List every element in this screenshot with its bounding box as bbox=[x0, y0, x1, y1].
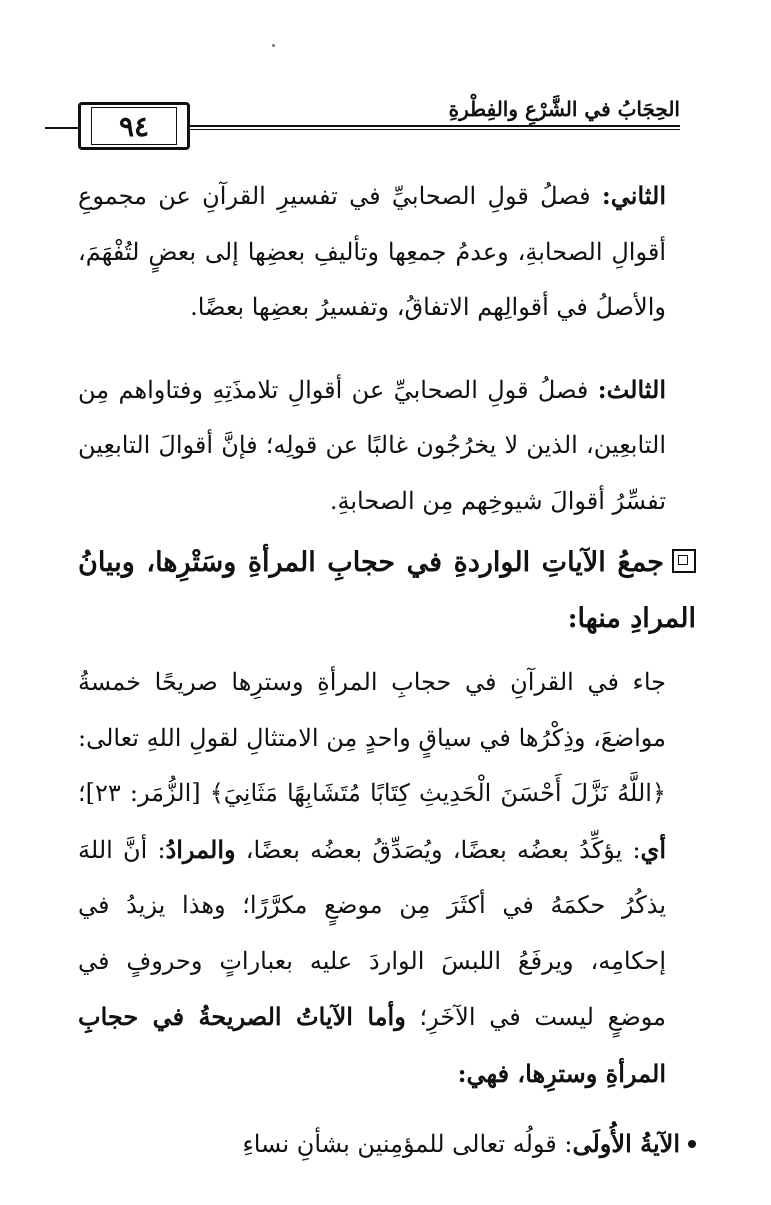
term-ai: أي bbox=[640, 834, 666, 864]
term-murad: والمرادُ bbox=[165, 834, 236, 864]
ornament-icon bbox=[672, 549, 696, 573]
paragraph-verses bbox=[78, 655, 696, 1102]
section-heading-text: جمعُ الآياتِ الواردةِ في حجابِ المرأةِ وسَتْرِها، وبيانُ المرادِ منها: bbox=[78, 547, 696, 634]
paragraph-text: : أنَّ اللهَ يذكُرُ حكمَهُ في أكثَرَ مِن موضعٍ مكرَّرًا؛ وهذا يزيدُ في إحكامِه، ويرفَعُ اللبسَ الواردَ عليه بعباراتٍ وحروفٍ في موضعٍ ليست في الآخَرِ؛ bbox=[78, 835, 666, 1031]
paragraph-lead: الثالث: bbox=[597, 374, 666, 404]
paragraph-first-verse bbox=[78, 1116, 696, 1173]
paragraph-lead: الآيةُ الأُولَى bbox=[572, 1129, 680, 1158]
page-body bbox=[78, 168, 696, 1173]
paragraph-text: جاء في القرآنِ في حجابِ المرأةِ وسترِها صريحًا خمسةُ مواضعَ، وذِكْرُها في سياقٍ واحدٍ مِن الامتثالِ لقولِ اللهِ تعالى: ﴿اللَّهُ نَزَّلَ أَحْسَنَ الْحَدِيثِ كِتَابًا مُتَشَابِهًا مَثَانِيَ﴾ [الزُّمَر: ٢٣]؛ bbox=[78, 668, 666, 807]
section-heading bbox=[78, 535, 696, 647]
paragraph-lead: الثاني: bbox=[601, 181, 666, 210]
paragraph-gap bbox=[78, 336, 696, 362]
printer-mark bbox=[272, 44, 275, 47]
paragraph-second bbox=[78, 168, 696, 336]
paragraph-third bbox=[78, 362, 696, 530]
paragraph-text: : قولُه تعالى للمؤمِنين بشأنِ نساءِ bbox=[242, 1130, 573, 1158]
page-header bbox=[80, 96, 680, 158]
paragraph-text: فصلُ قولِ الصحابيِّ في تفسيرِ القرآنِ عن مجموعِ أقوالِ الصحابةِ، وعدمُ جمعِها وتأليفِ بعضِها إلى بعضٍ لتُفْهَمَ، والأصلُ في أقوالِهم الاتفاقُ، وتفسيرُ بعضِها بعضًا. bbox=[78, 182, 666, 321]
page-number-frame bbox=[78, 102, 190, 150]
frame-connector bbox=[45, 127, 79, 129]
page-number: ٩٤ bbox=[91, 107, 177, 145]
paragraph-bold-end: وأما الآياتُ الصريحةُ في حجابِ المرأةِ وسترِها، فهي: bbox=[78, 1002, 666, 1088]
bullet-icon bbox=[688, 1140, 696, 1148]
paragraph-text: فصلُ قولِ الصحابيِّ عن أقوالِ تلامذَتِهِ وفتاواهم مِن التابعِين، الذين لا يخرُجُون غالبًا عن قولِه؛ فإنَّ أقوالَ التابعِين تفسِّرُ أقوالَ شيوخِهم مِن الصحابةِ. bbox=[78, 375, 666, 515]
running-title: الحِجَابُ في الشَّرْعِ والفِطْرةِ bbox=[439, 96, 680, 122]
paragraph-text: : يؤكِّدُ بعضُه بعضًا، ويُصَدِّقُ بعضُه بعضًا، bbox=[235, 835, 641, 864]
